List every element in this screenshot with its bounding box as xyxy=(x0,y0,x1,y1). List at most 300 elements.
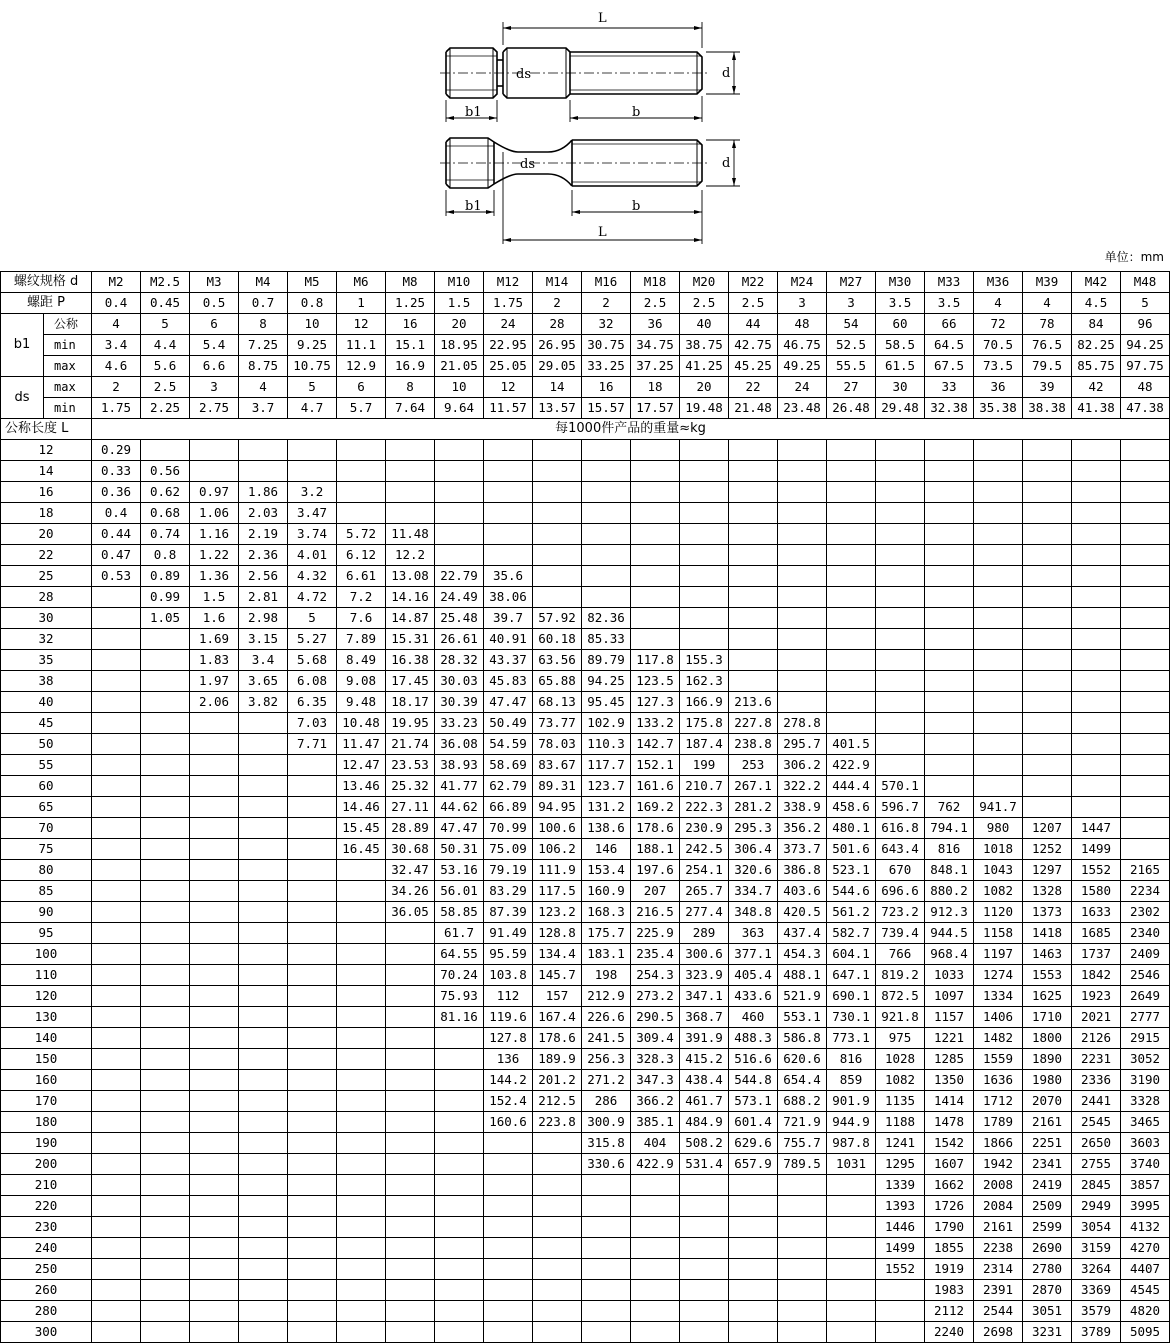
weight-cell: 1.97 xyxy=(190,671,239,692)
weight-cell: 183.1 xyxy=(582,944,631,965)
weight-cell: 188.1 xyxy=(631,839,680,860)
weight-cell: 334.7 xyxy=(729,881,778,902)
weight-cell xyxy=(876,461,925,482)
weight-cell xyxy=(92,986,141,1007)
weight-cell: 38.06 xyxy=(484,587,533,608)
weight-cell xyxy=(925,776,974,797)
length-cell: 95 xyxy=(1,923,92,944)
weight-cell xyxy=(729,1301,778,1322)
weight-cell: 0.53 xyxy=(92,566,141,587)
weight-cell xyxy=(925,692,974,713)
weight-cell xyxy=(974,566,1023,587)
b1-min-cell: 18.95 xyxy=(435,335,484,356)
weight-cell xyxy=(631,1196,680,1217)
weight-cell xyxy=(239,986,288,1007)
weight-cell: 187.4 xyxy=(680,734,729,755)
ds-max-cell: 2 xyxy=(92,377,141,398)
weight-cell: 1983 xyxy=(925,1280,974,1301)
length-cell: 220 xyxy=(1,1196,92,1217)
weight-cell: 2915 xyxy=(1121,1028,1170,1049)
weight-cell: 4132 xyxy=(1121,1217,1170,1238)
weight-row xyxy=(1,608,1170,629)
weight-cell: 14.16 xyxy=(386,587,435,608)
weight-cell xyxy=(631,1301,680,1322)
weight-cell xyxy=(141,839,190,860)
weight-cell: 2341 xyxy=(1023,1154,1072,1175)
weight-cell: 3995 xyxy=(1121,1196,1170,1217)
weight-cell xyxy=(729,1238,778,1259)
length-cell: 60 xyxy=(1,776,92,797)
weight-cell: 36.05 xyxy=(386,902,435,923)
weight-cell xyxy=(435,1238,484,1259)
weight-cell: 912.3 xyxy=(925,902,974,923)
weight-cell xyxy=(484,503,533,524)
weight-cell xyxy=(680,1196,729,1217)
weight-row xyxy=(1,1280,1170,1301)
weight-row xyxy=(1,839,1170,860)
weight-cell xyxy=(729,629,778,650)
ds-min-cell: 19.48 xyxy=(680,398,729,419)
weight-cell xyxy=(1023,440,1072,461)
ds-min-cell: 11.57 xyxy=(484,398,533,419)
weight-cell xyxy=(288,1112,337,1133)
weight-cell: 123.5 xyxy=(631,671,680,692)
weight-cell: 1842 xyxy=(1072,965,1121,986)
weight-cell xyxy=(631,608,680,629)
weight-cell: 386.8 xyxy=(778,860,827,881)
weight-cell xyxy=(386,1259,435,1280)
weight-cell: 4.01 xyxy=(288,545,337,566)
weight-cell: 766 xyxy=(876,944,925,965)
weight-cell xyxy=(190,860,239,881)
weight-cell xyxy=(533,1301,582,1322)
weight-cell xyxy=(190,1112,239,1133)
weight-row xyxy=(1,1112,1170,1133)
b1-max-cell: 5.6 xyxy=(141,356,190,377)
ds-max-cell: 6 xyxy=(337,377,386,398)
weight-cell xyxy=(1072,797,1121,818)
unit-label: 单位：mm xyxy=(1104,250,1164,264)
weight-row xyxy=(1,902,1170,923)
weight-cell xyxy=(141,797,190,818)
weight-cell: 437.4 xyxy=(778,923,827,944)
size-cell: M48 xyxy=(1121,272,1170,293)
weight-cell: 1.6 xyxy=(190,608,239,629)
weight-cell: 169.2 xyxy=(631,797,680,818)
weight-cell xyxy=(141,1154,190,1175)
pitch-cell: 2.5 xyxy=(631,293,680,314)
weight-cell: 145.7 xyxy=(533,965,582,986)
weight-cell xyxy=(876,629,925,650)
weight-cell xyxy=(141,902,190,923)
weight-cell: 212.5 xyxy=(533,1091,582,1112)
weight-cell: 40.91 xyxy=(484,629,533,650)
weight-cell: 1552 xyxy=(1072,860,1121,881)
weight-row xyxy=(1,545,1170,566)
weight-cell: 45.83 xyxy=(484,671,533,692)
pitch-cell: 2 xyxy=(533,293,582,314)
weight-cell: 0.62 xyxy=(141,482,190,503)
weight-cell: 1414 xyxy=(925,1091,974,1112)
weight-cell: 65.88 xyxy=(533,671,582,692)
ds-max-cell: 48 xyxy=(1121,377,1170,398)
b1-min-cell: 9.25 xyxy=(288,335,337,356)
weight-cell: 13.46 xyxy=(337,776,386,797)
pitch-cell: 4 xyxy=(974,293,1023,314)
weight-cell xyxy=(337,1196,386,1217)
weight-row xyxy=(1,1217,1170,1238)
b1-min-cell: 30.75 xyxy=(582,335,631,356)
weight-cell: 273.2 xyxy=(631,986,680,1007)
weight-cell xyxy=(386,1070,435,1091)
weight-cell: 152.1 xyxy=(631,755,680,776)
weight-cell: 289 xyxy=(680,923,729,944)
ds-max-cell: 5 xyxy=(288,377,337,398)
weight-cell xyxy=(190,1196,239,1217)
weight-cell xyxy=(386,1217,435,1238)
weight-cell xyxy=(190,881,239,902)
b1-min-cell: 15.1 xyxy=(386,335,435,356)
weight-cell: 819.2 xyxy=(876,965,925,986)
weight-cell xyxy=(190,1091,239,1112)
weight-cell: 987.8 xyxy=(827,1133,876,1154)
dim-label-L-top: L xyxy=(598,11,607,26)
weight-cell xyxy=(680,566,729,587)
b1-nominal-cell: 16 xyxy=(386,314,435,335)
weight-cell: 23.53 xyxy=(386,755,435,776)
weight-cell xyxy=(239,713,288,734)
weight-cell xyxy=(435,1091,484,1112)
weight-cell xyxy=(582,440,631,461)
weight-cell: 1406 xyxy=(974,1007,1023,1028)
ds-min-cell: 7.64 xyxy=(386,398,435,419)
weight-cell xyxy=(386,1175,435,1196)
weight-cell: 91.49 xyxy=(484,923,533,944)
weight-cell: 11.48 xyxy=(386,524,435,545)
weight-cell xyxy=(827,1238,876,1259)
weight-caption: 每1000件产品的重量≈kg xyxy=(92,419,1170,440)
weight-cell: 5.68 xyxy=(288,650,337,671)
weight-cell xyxy=(239,1238,288,1259)
weight-cell xyxy=(92,713,141,734)
weight-cell xyxy=(337,1091,386,1112)
dim-label-ds-bottom: ds xyxy=(520,157,535,172)
weight-cell xyxy=(1121,629,1170,650)
weight-cell: 3264 xyxy=(1072,1259,1121,1280)
weight-cell xyxy=(778,461,827,482)
weight-cell xyxy=(1121,566,1170,587)
row-b1-min xyxy=(1,335,1170,356)
weight-cell: 123.2 xyxy=(533,902,582,923)
weight-cell: 15.45 xyxy=(337,818,386,839)
length-cell: 200 xyxy=(1,1154,92,1175)
ds-min-cell: 2.75 xyxy=(190,398,239,419)
weight-row xyxy=(1,629,1170,650)
weight-cell xyxy=(484,1154,533,1175)
b1-min-cell: 22.95 xyxy=(484,335,533,356)
weight-row xyxy=(1,692,1170,713)
weight-cell xyxy=(92,1196,141,1217)
weight-cell xyxy=(1121,671,1170,692)
weight-cell: 117.5 xyxy=(533,881,582,902)
weight-cell xyxy=(386,503,435,524)
weight-cell xyxy=(484,482,533,503)
weight-cell: 523.1 xyxy=(827,860,876,881)
weight-row xyxy=(1,776,1170,797)
weight-cell: 1082 xyxy=(974,881,1023,902)
dim-label-ds-top: ds xyxy=(516,67,531,82)
weight-cell xyxy=(1121,692,1170,713)
weight-cell xyxy=(435,1280,484,1301)
weight-cell xyxy=(729,1196,778,1217)
weight-cell xyxy=(1072,524,1121,545)
weight-cell: 872.5 xyxy=(876,986,925,1007)
length-cell: 45 xyxy=(1,713,92,734)
weight-cell xyxy=(876,713,925,734)
weight-cell: 944.5 xyxy=(925,923,974,944)
weight-cell xyxy=(141,1175,190,1196)
weight-cell xyxy=(141,629,190,650)
weight-row xyxy=(1,1049,1170,1070)
weight-cell xyxy=(337,1217,386,1238)
weight-cell: 604.1 xyxy=(827,944,876,965)
weight-cell: 3.4 xyxy=(239,650,288,671)
weight-cell: 544.8 xyxy=(729,1070,778,1091)
weight-cell xyxy=(239,776,288,797)
weight-cell: 1.06 xyxy=(190,503,239,524)
length-cell: 100 xyxy=(1,944,92,965)
weight-cell: 53.16 xyxy=(435,860,484,881)
weight-cell: 0.29 xyxy=(92,440,141,461)
pitch-cell: 1.75 xyxy=(484,293,533,314)
weight-cell: 328.3 xyxy=(631,1049,680,1070)
size-cell: M5 xyxy=(288,272,337,293)
weight-row xyxy=(1,461,1170,482)
weight-cell: 696.6 xyxy=(876,881,925,902)
weight-cell xyxy=(337,1133,386,1154)
weight-cell: 521.9 xyxy=(778,986,827,1007)
weight-cell xyxy=(533,566,582,587)
pitch-cell: 2.5 xyxy=(680,293,729,314)
weight-cell: 79.19 xyxy=(484,860,533,881)
weight-cell: 643.4 xyxy=(876,839,925,860)
weight-cell: 43.37 xyxy=(484,650,533,671)
weight-cell: 83.29 xyxy=(484,881,533,902)
weight-cell: 1636 xyxy=(974,1070,1023,1091)
weight-cell: 230.9 xyxy=(680,818,729,839)
weight-cell: 6.35 xyxy=(288,692,337,713)
weight-cell xyxy=(92,1175,141,1196)
weight-cell: 5 xyxy=(288,608,337,629)
weight-cell: 3369 xyxy=(1072,1280,1121,1301)
weight-cell xyxy=(239,1007,288,1028)
weight-cell: 944.9 xyxy=(827,1112,876,1133)
weight-cell: 1043 xyxy=(974,860,1023,881)
weight-cell xyxy=(92,860,141,881)
stud-full-shank-drawing xyxy=(440,48,708,98)
ds-min-cell: 32.38 xyxy=(925,398,974,419)
weight-cell: 2544 xyxy=(974,1301,1023,1322)
weight-cell: 216.5 xyxy=(631,902,680,923)
weight-cell xyxy=(141,965,190,986)
weight-cell: 0.33 xyxy=(92,461,141,482)
weight-cell xyxy=(386,482,435,503)
weight-row xyxy=(1,1091,1170,1112)
ds-max-cell: 20 xyxy=(680,377,729,398)
weight-cell: 2777 xyxy=(1121,1007,1170,1028)
weight-cell: 3465 xyxy=(1121,1112,1170,1133)
weight-cell: 256.3 xyxy=(582,1049,631,1070)
weight-cell: 1980 xyxy=(1023,1070,1072,1091)
weight-cell xyxy=(778,650,827,671)
weight-cell: 152.4 xyxy=(484,1091,533,1112)
weight-cell xyxy=(141,734,190,755)
b1-max-cell: 41.25 xyxy=(680,356,729,377)
weight-cell: 1499 xyxy=(876,1238,925,1259)
weight-cell: 13.08 xyxy=(386,566,435,587)
weight-cell xyxy=(533,461,582,482)
weight-cell: 128.8 xyxy=(533,923,582,944)
weight-cell: 157 xyxy=(533,986,582,1007)
weight-cell: 3328 xyxy=(1121,1091,1170,1112)
weight-cell: 6.08 xyxy=(288,671,337,692)
weight-cell: 2949 xyxy=(1072,1196,1121,1217)
dim-label-d-top: d xyxy=(722,66,731,81)
weight-cell xyxy=(582,524,631,545)
weight-cell xyxy=(337,440,386,461)
weight-cell xyxy=(435,1217,484,1238)
weight-cell: 290.5 xyxy=(631,1007,680,1028)
stud-reduced-shank-drawing xyxy=(440,138,708,188)
weight-cell xyxy=(141,1259,190,1280)
weight-cell xyxy=(876,734,925,755)
pitch-cell: 1.5 xyxy=(435,293,484,314)
b1-max-cell: 16.9 xyxy=(386,356,435,377)
weight-cell xyxy=(876,1301,925,1322)
size-cell: M16 xyxy=(582,272,631,293)
weight-cell: 241.5 xyxy=(582,1028,631,1049)
length-cell: 90 xyxy=(1,902,92,923)
weight-cell xyxy=(974,692,1023,713)
weight-cell: 58.69 xyxy=(484,755,533,776)
weight-cell: 1241 xyxy=(876,1133,925,1154)
weight-cell: 210.7 xyxy=(680,776,729,797)
weight-cell: 601.4 xyxy=(729,1112,778,1133)
thread-spec-label: 螺纹规格 d xyxy=(1,272,92,293)
weight-row xyxy=(1,524,1170,545)
weight-cell xyxy=(190,818,239,839)
weight-cell xyxy=(925,650,974,671)
weight-cell xyxy=(582,1175,631,1196)
weight-cell xyxy=(239,818,288,839)
weight-cell: 2234 xyxy=(1121,881,1170,902)
weight-cell: 721.9 xyxy=(778,1112,827,1133)
weight-cell: 2238 xyxy=(974,1238,1023,1259)
weight-cell: 3740 xyxy=(1121,1154,1170,1175)
length-cell: 190 xyxy=(1,1133,92,1154)
weight-cell xyxy=(190,797,239,818)
weight-cell: 89.31 xyxy=(533,776,582,797)
weight-cell: 225.9 xyxy=(631,923,680,944)
weight-cell: 26.61 xyxy=(435,629,484,650)
ds-max-cell: 14 xyxy=(533,377,582,398)
weight-cell: 2240 xyxy=(925,1322,974,1343)
weight-cell xyxy=(729,1217,778,1238)
weight-cell xyxy=(190,776,239,797)
weight-cell xyxy=(631,629,680,650)
weight-cell xyxy=(974,587,1023,608)
b1-min-cell: 46.75 xyxy=(778,335,827,356)
size-cell: M3 xyxy=(190,272,239,293)
weight-cell xyxy=(141,1217,190,1238)
weight-cell: 657.9 xyxy=(729,1154,778,1175)
weight-cell: 1890 xyxy=(1023,1049,1072,1070)
weight-cell: 488.1 xyxy=(778,965,827,986)
weight-cell: 730.1 xyxy=(827,1007,876,1028)
weight-cell xyxy=(92,902,141,923)
b1-nominal-cell: 10 xyxy=(288,314,337,335)
weight-cell: 2545 xyxy=(1072,1112,1121,1133)
length-cell: 110 xyxy=(1,965,92,986)
weight-cell xyxy=(435,524,484,545)
weight-cell: 15.31 xyxy=(386,629,435,650)
weight-cell: 501.6 xyxy=(827,839,876,860)
weight-cell: 0.47 xyxy=(92,545,141,566)
weight-cell: 322.2 xyxy=(778,776,827,797)
weight-cell xyxy=(337,1322,386,1343)
weight-cell xyxy=(1023,503,1072,524)
length-cell: 140 xyxy=(1,1028,92,1049)
weight-cell xyxy=(92,755,141,776)
weight-cell xyxy=(386,1301,435,1322)
b1-max-cell: 73.5 xyxy=(974,356,1023,377)
weight-cell: 197.6 xyxy=(631,860,680,881)
weight-cell: 880.2 xyxy=(925,881,974,902)
size-cell: M10 xyxy=(435,272,484,293)
weight-cell xyxy=(1121,608,1170,629)
ds-max-cell: 18 xyxy=(631,377,680,398)
weight-cell: 2.06 xyxy=(190,692,239,713)
weight-cell: 356.2 xyxy=(778,818,827,839)
weight-cell xyxy=(337,1028,386,1049)
weight-cell: 212.9 xyxy=(582,986,631,1007)
weight-cell xyxy=(288,776,337,797)
weight-cell xyxy=(92,1217,141,1238)
weight-cell xyxy=(1023,608,1072,629)
weight-cell xyxy=(190,755,239,776)
b1-max-cell: 97.75 xyxy=(1121,356,1170,377)
weight-cell: 1393 xyxy=(876,1196,925,1217)
weight-cell xyxy=(239,1196,288,1217)
weight-cell: 508.2 xyxy=(680,1133,729,1154)
weight-cell xyxy=(337,881,386,902)
weight-cell: 1.83 xyxy=(190,650,239,671)
weight-cell xyxy=(92,965,141,986)
weight-cell: 2161 xyxy=(974,1217,1023,1238)
length-cell: 28 xyxy=(1,587,92,608)
weight-row xyxy=(1,440,1170,461)
weight-cell: 66.89 xyxy=(484,797,533,818)
dim-label-L-bottom: L xyxy=(598,225,607,240)
weight-cell xyxy=(680,1322,729,1343)
weight-cell xyxy=(435,1322,484,1343)
weight-cell xyxy=(827,461,876,482)
weight-cell: 1.36 xyxy=(190,566,239,587)
weight-cell xyxy=(386,1280,435,1301)
weight-cell xyxy=(582,1301,631,1322)
weight-cell: 0.99 xyxy=(141,587,190,608)
weight-cell: 162.3 xyxy=(680,671,729,692)
